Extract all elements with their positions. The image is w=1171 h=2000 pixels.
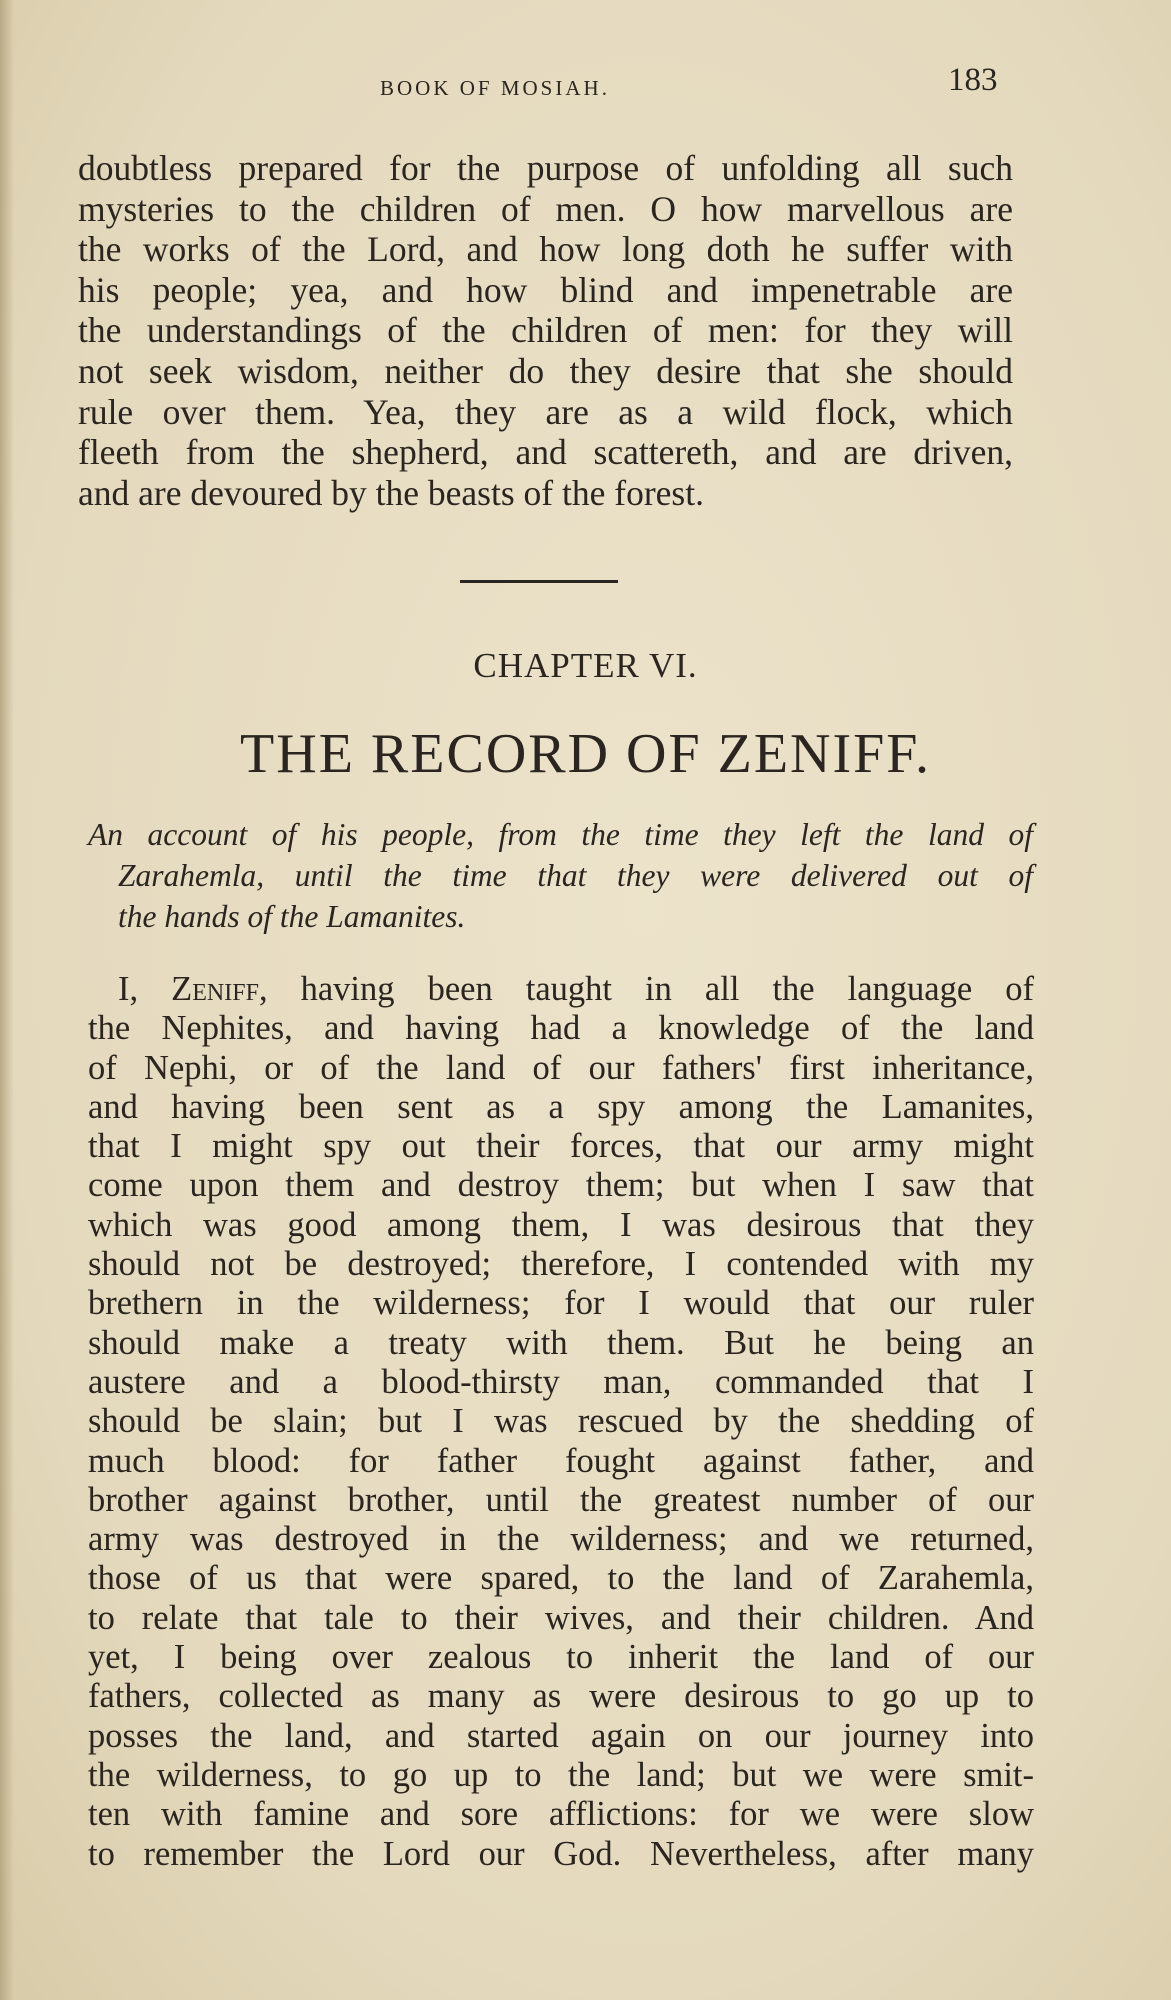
running-head: BOOK OF MOSIAH.: [380, 76, 610, 100]
text-line: and having been sent as a spy among the Lamanites,: [88, 1087, 1034, 1126]
chapter-summary: [88, 814, 1033, 937]
text-line: doubtless prepared for the purpose of unfolding all such: [78, 148, 1013, 188]
text-line: the works of the Lord, and how long doth he suffer with: [78, 229, 1013, 270]
summary-line: An account of his people, from the time they left the land of: [88, 817, 1033, 852]
text-line: brethern in the wilderness; for I would that our ruler: [88, 1284, 1034, 1323]
text-line: to remember the Lord our God. Nevertheless, after many: [88, 1834, 1034, 1873]
summary-line: Zarahemla, until the time that they were delivered out of: [118, 858, 1033, 893]
main-paragraph: [88, 970, 1034, 1874]
text-line: and are devoured by the beasts of the forest.: [78, 472, 704, 513]
text-line: brother against brother, until the greatest number of our: [88, 1480, 1034, 1519]
first-line-rest: , having been taught in all the language of: [258, 970, 1034, 1008]
author-name: Zeniff: [171, 970, 259, 1008]
text-line: yet, I being over zealous to inherit the land of our: [88, 1638, 1034, 1677]
text-line: those of us that were spared, to the land of Zarahemla,: [88, 1559, 1034, 1598]
text-line: should make a treaty with them. But he being an: [88, 1323, 1034, 1362]
text-line: should be slain; but I was rescued by the shedding of: [88, 1402, 1034, 1441]
text-line: the wilderness, to go up to the land; but we were smit-: [88, 1755, 1034, 1794]
text-line: fleeth from the shepherd, and scattereth, and are driven,: [78, 432, 1013, 473]
text-line: of Nephi, or of the land of our fathers' first inheritance,: [88, 1048, 1034, 1087]
text-line: army was destroyed in the wilderness; and we returned,: [88, 1520, 1034, 1559]
chapter-heading: CHAPTER VI.: [473, 646, 698, 685]
text-line: rule over them. Yea, they are as a wild flock, which: [78, 391, 1013, 432]
first-word-lead: I,: [118, 970, 172, 1008]
text-line: come upon them and destroy them; but when I saw that: [88, 1166, 1034, 1205]
page-gutter-shadow: [0, 0, 14, 2000]
section-divider: [460, 580, 618, 583]
text-line: the Nephites, and having had a knowledge of the land: [88, 1009, 1034, 1048]
text-line: mysteries to the children of men. O how marvellous are: [78, 188, 1013, 229]
text-line: his people; yea, and how blind and impenetrable are: [78, 269, 1013, 310]
text-line: not seek wisdom, neither do they desire that she should: [78, 350, 1013, 391]
text-line-first: [88, 970, 1034, 1009]
top-paragraph: [78, 148, 1013, 513]
text-line: fathers, collected as many as were desirous to go up to: [88, 1677, 1034, 1716]
text-line: posses the land, and started again on our journey into: [88, 1716, 1034, 1755]
text-line: the understandings of the children of men: for they will: [78, 310, 1013, 351]
text-line: ten with famine and sore afflictions: for we were slow: [88, 1795, 1034, 1834]
page-number: 183: [948, 62, 998, 98]
page-header: [0, 62, 1171, 112]
text-line: which was good among them, I was desirous that they: [88, 1205, 1034, 1244]
summary-line: the hands of the Lamanites.: [118, 899, 466, 934]
chapter-title: THE RECORD OF ZENIFF.: [240, 723, 931, 785]
text-line: austere and a blood-thirsty man, commanded that I: [88, 1362, 1034, 1401]
text-line: much blood: for father fought against father, and: [88, 1441, 1034, 1480]
text-line: to relate that tale to their wives, and their children. And: [88, 1598, 1034, 1637]
text-line: should not be destroyed; therefore, I contended with my: [88, 1245, 1034, 1284]
text-line: that I might spy out their forces, that our army might: [88, 1127, 1034, 1166]
